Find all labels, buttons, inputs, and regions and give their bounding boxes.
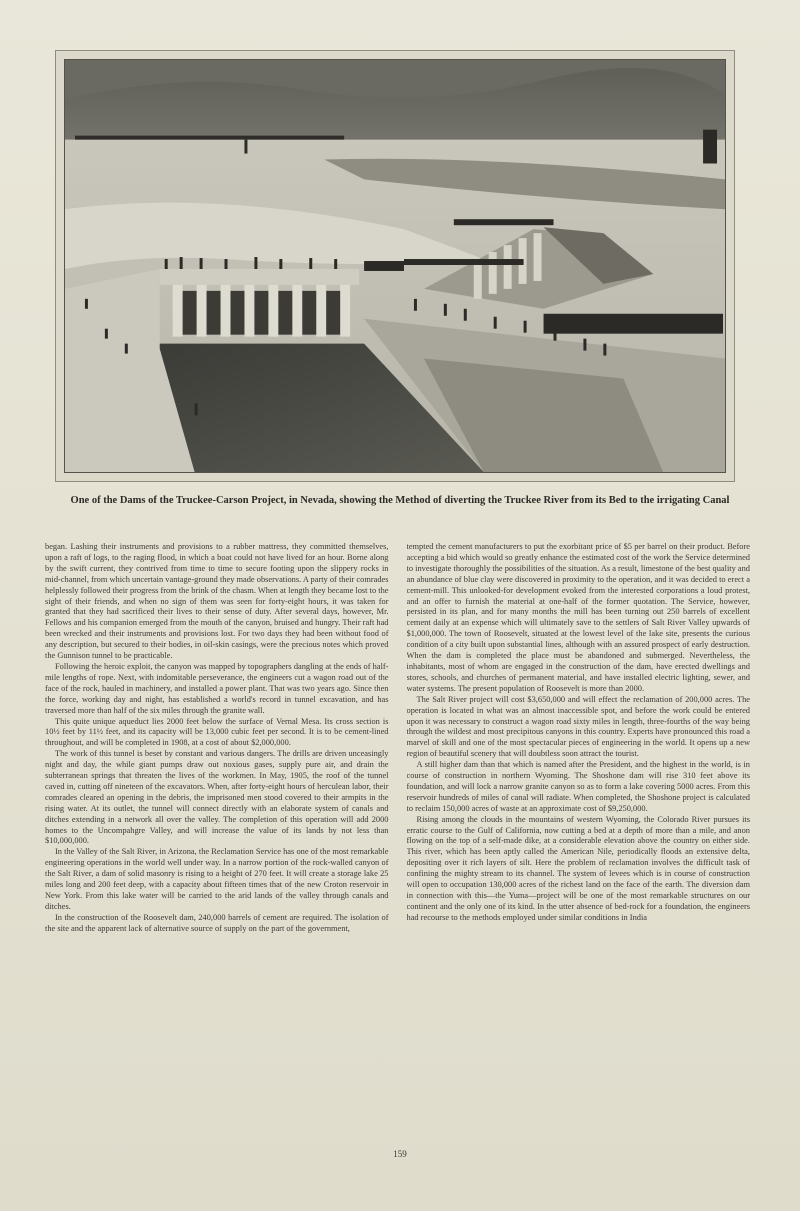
dam-photograph-image — [65, 60, 725, 472]
paragraph: The Salt River project will cost $3,650,000 and will effect the reclamation of 200,000 acres. The operation is located in what was an almost inaccessible spot, and before the work could be entered upon it was necessary to construct a wagon road sixty miles in length, three-fourths of the way being through the wildest and most precipitous canyons in this country. Experts have pronounced this road a marvel of skill and one of the most spectacular pieces of engineering in the world. It opens up a new region of beautiful scenery that will doubtless soon attract the tourist. — [406, 694, 750, 759]
dam-photograph — [64, 59, 726, 473]
paragraph: tempted the cement manufacturers to put the exorbitant price of $5 per barrel on their product. Before accepting a bid which would so greatly enhance the estimated cost of the work the Service determined to investigate thoroughly the possibilities of the situation. As a result, limestone of the best quality and an abundance of blue clay were discovered in proximity to the operation, and it was decided to erect a cement-mill. This unlooked-for development evoked from the interested corporations a loud protest, and an offer to furnish the material at one-half of the former quotation. The Service, however, persisted in its plan, and for many months the mill has been turning out 250 barrels of excellent cement daily at an expense which will ultimately save to the settlers of Salt River Valley upwards of $1,000,000. The town of Roosevelt, situated at the lowest level of the lake site, presents the curious condition of a city built upon substantial lines, although with an assured prospect of early destruction. When the dam is completed the place must be abandoned and submerged. Nevertheless, the inhabitants, most of whom are engaged in the construction of the dam, have erected dwellings and stores, schools, and churches of permanent material, and have installed electric lighting, sewer, and water systems. The present population of Roosevelt is more than 2000. — [406, 542, 750, 693]
paragraph: Rising among the clouds in the mountains of western Wyoming, the Colorado River pursues its erratic course to the Gulf of California, now cutting a bed at a depth of more than a mile, and anon flowing on the top of a self-made dike, at a considerable elevation above the country on either side. This river, which has been aptly called the American Nile, periodically floods an extensive delta, depositing over it rich layers of silt. Here the problem of reclamation involves the difficult task of confining the mighty stream to its channel. The system of levees which is in course of construction will open to occupation 130,000 acres of the richest land on the face of the earth. The diversion dam in connection with this—the Yuma—project will be one of the most remarkable structures on our continent and the only one of its kind. In the utter absence of bed-rock for a foundation, the engineers had recourse to the methods employed under similar conditions in India — [406, 814, 750, 922]
paragraph: began. Lashing their instruments and provisions to a rubber mattress, they committed themselves, upon a raft of logs, to the raging flood, in which a boat could not have lived for an hour. Borne along by the swift current, they contrived from time to time to secure footing upon the slippery rocks in mid-channel, from which uncertain vantage-ground they made observations. A party of their comrades helplessly followed their progress from the brink of the chasm. When at length they became lost to the sight of their friends, and when no sign of them was seen for forty-eight hours, it was taken for granted that they had sacrificed their lives to their sense of duty. After several days, however, Mr. Fellows and his companion emerged from the mouth of the canyon, bruised and hungry. Their raft had been wrecked and their instruments and provisions lost. For two days they had been without food of any description, but secured to their bodies, in oil-skin casings, were the precious notes which proved the Gunnison tunnel to be practicable. — [45, 542, 389, 661]
paragraph: The work of this tunnel is beset by constant and various dangers. The drills are driven unceasingly night and day, the while giant pumps draw out noxious gases, supply pure air, and drain the subterranean springs that threaten the lives of the workmen. In May, 1905, the roof of the tunnel caved in, cutting off nineteen of the excavators. When, after forty-eight hours of herculean labor, their comrades cleared an opening in the debris, the imprisoned men stood covered to their armpits in the rising water. At its outlet, the tunnel will connect directly with an elaborate system of canals and ditches extending in a network all over the valley. The completion of this operation will add 2000 homes to the Uncompahgre Valley, and will increase the value of its lands by not less than $10,000,000. — [45, 749, 389, 846]
page-number: 159 — [393, 1149, 407, 1159]
paragraph: In the construction of the Roosevelt dam, 240,000 barrels of cement are required. The isolation of the site and the apparent lack of alternative source of supply on the part of the government, — [45, 912, 389, 933]
paragraph: This quite unique aqueduct lies 2000 feet below the surface of Vernal Mesa. Its cross section is 10½ feet by 11½ feet, and its capacity will be 13,000 cubic feet per second. It is to be cement-lined throughout, and will be completed in 1908, at a cost of about $2,000,000. — [45, 716, 389, 748]
photo-plate — [55, 50, 735, 482]
article-columns — [45, 542, 750, 1142]
paragraph: A still higher dam than that which is named after the President, and the highest in the world, is in course of construction in northern Wyoming. The Shoshone dam will rise 310 feet above its foundation, and will lock a narrow granite canyon so as to form a lake covering 5000 acres. From this reservoir hundreds of miles of canal will radiate. When completed, the Shoshone project is calculated to reclaim 150,000 acres of waste at an approximate cost of $9,250,000. — [406, 760, 750, 813]
right-column — [407, 542, 751, 1142]
paragraph: In the Valley of the Salt River, in Arizona, the Reclamation Service has one of the most remarkable engineering operations in the world well under way. In a narrow portion of the rock-walled canyon of the Salt River, a dam of solid masonry is rising to a height of 270 feet. It will create a storage lake 25 miles long and 200 feet deep, with a capacity about fifteen times that of the new Croton reservoir in New York. From this lake water will be carried to the arid lands of the valley through canals and ditches. — [45, 847, 389, 911]
left-column — [45, 542, 389, 1142]
photo-caption: One of the Dams of the Truckee-Carson Project, in Nevada, showing the Method of diverting the Truckee River from its Bed to the irrigating Canal — [70, 495, 730, 506]
paragraph: Following the heroic exploit, the canyon was mapped by topographers dangling at the ends of half-mile lengths of rope. Next, with indomitable perseverance, the engineers cut a wagon road out of the face of the rock, hauled in machinery, and installed a power plant. That was two years ago. Since then the force, working day and night, has established a world's record in tunnel excavation, and has traversed more than half of the six miles through the granite wall. — [45, 661, 389, 715]
